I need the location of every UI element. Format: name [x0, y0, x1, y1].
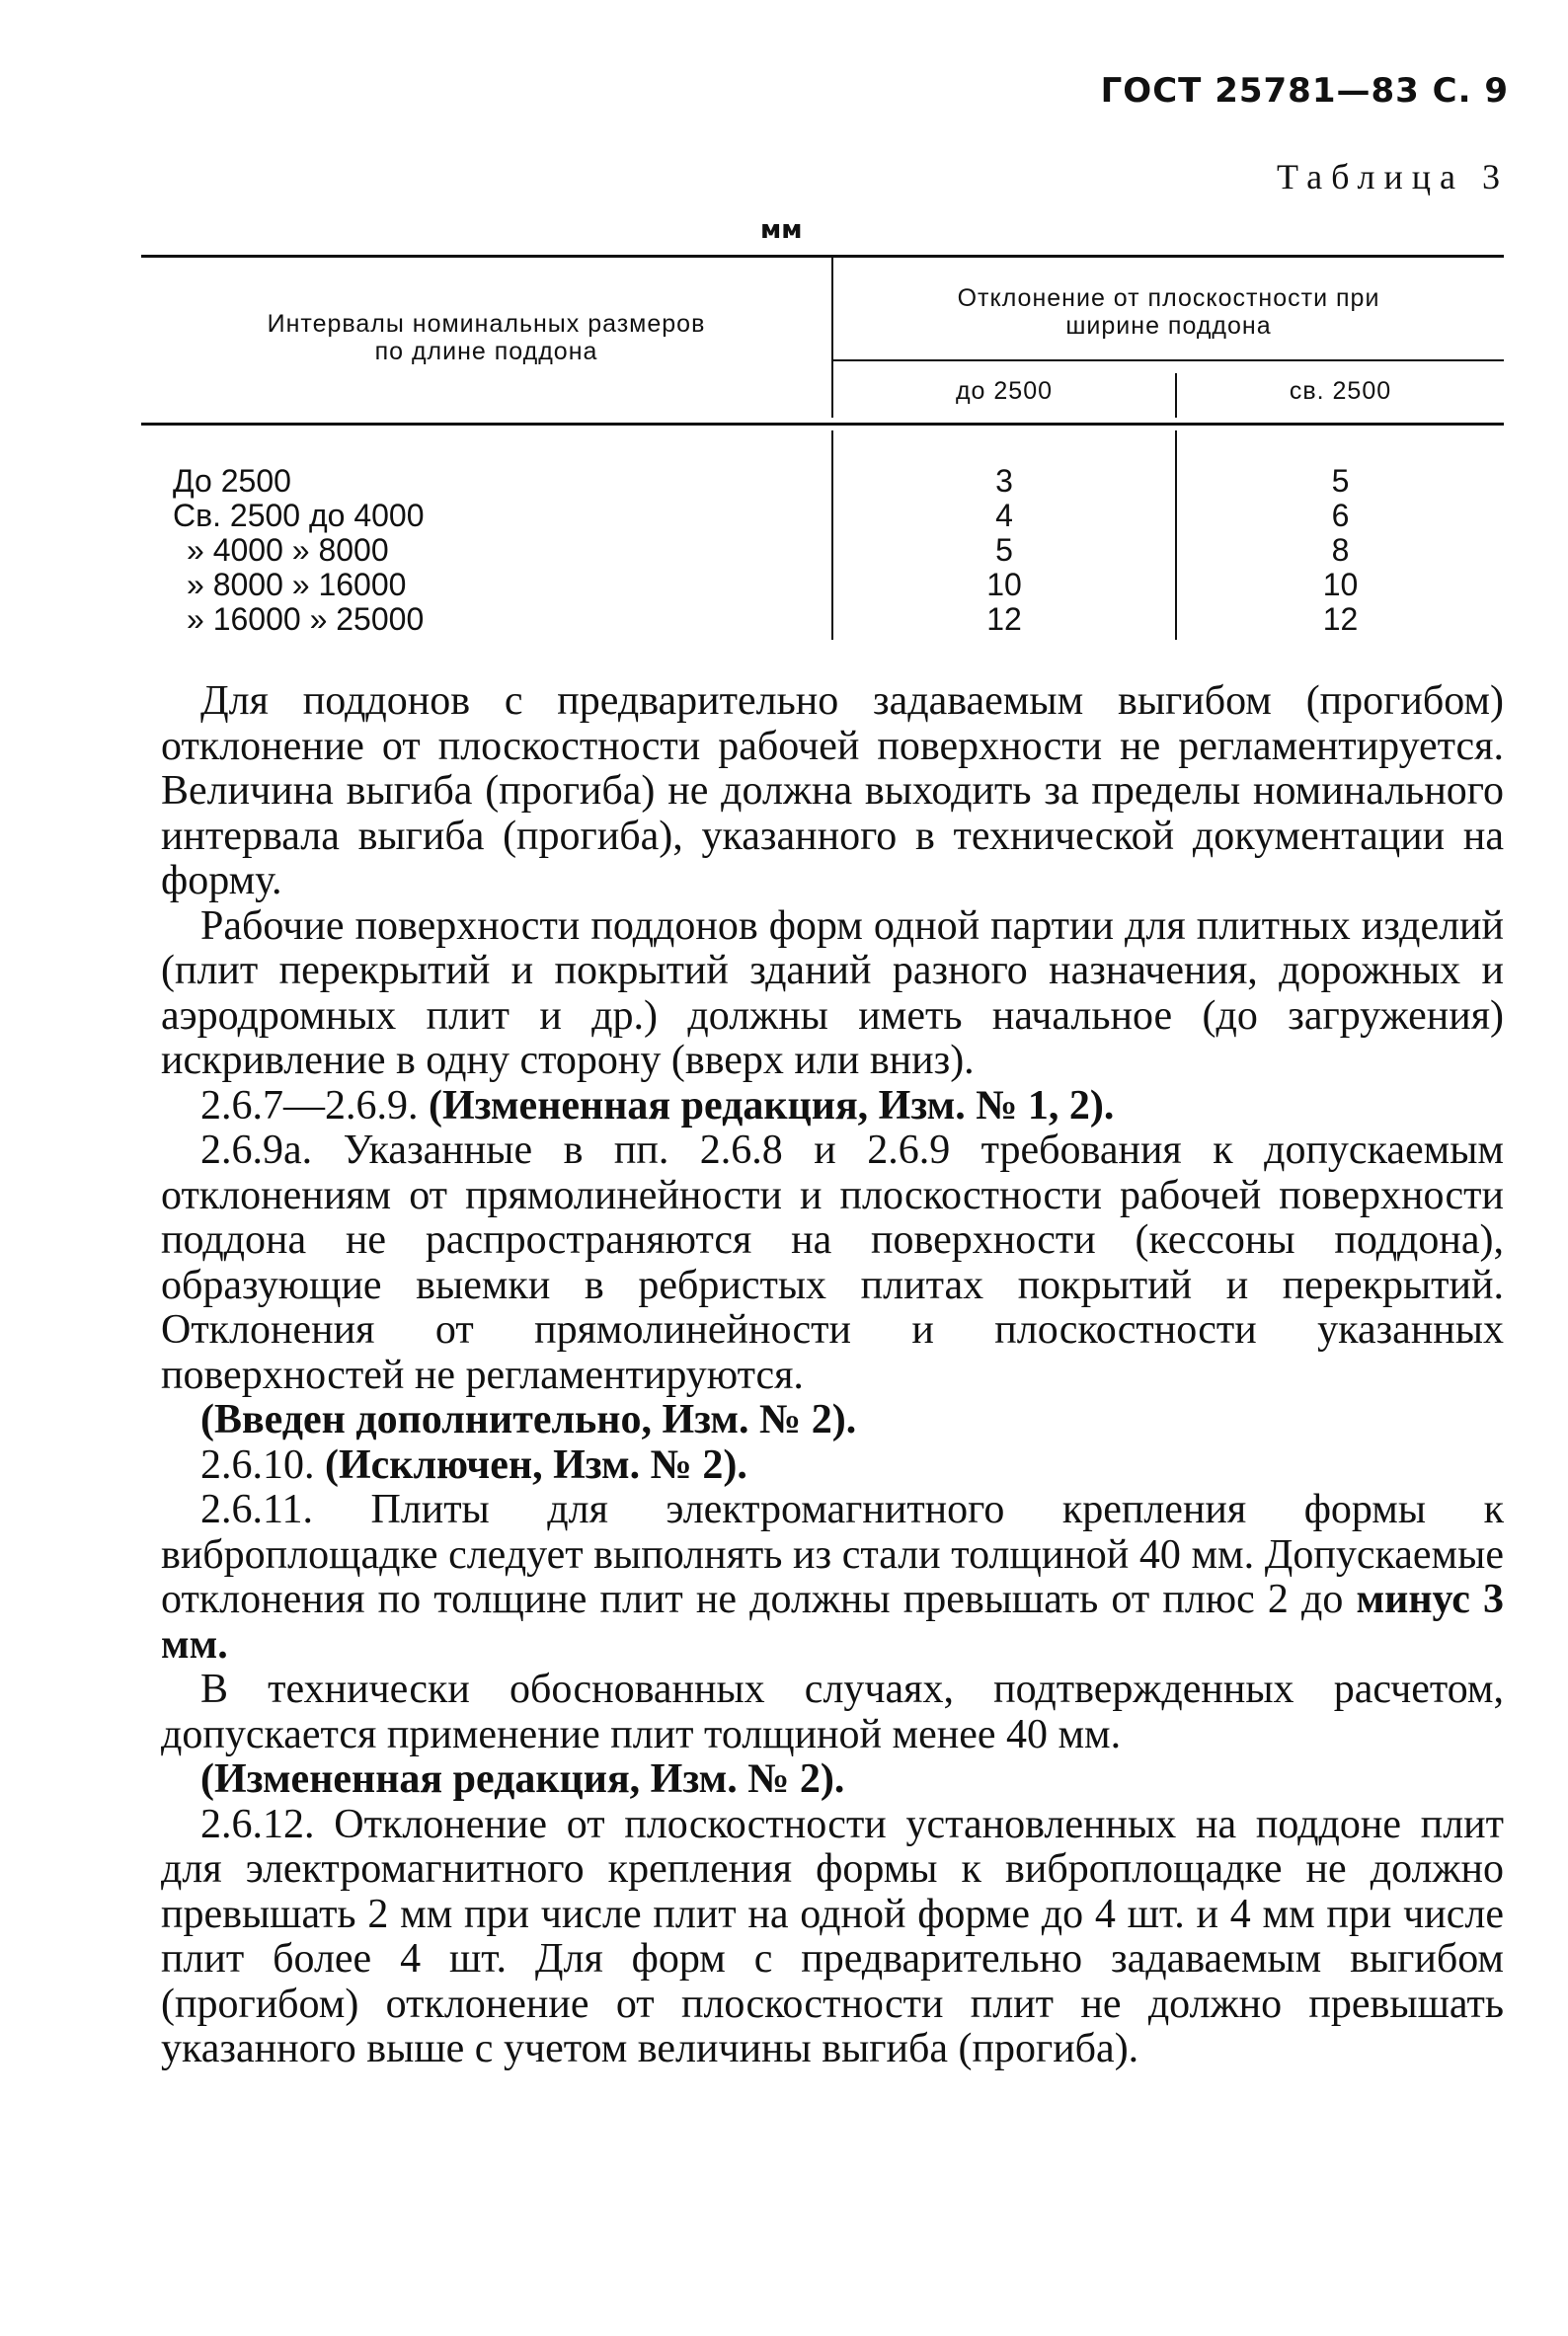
document-body — [161, 679, 1504, 2072]
amendment-note: (Введен дополнительно, Изм. № 2). — [200, 1397, 857, 1442]
table-row-interval: » 8000 » 16000 — [187, 567, 407, 602]
paragraph — [161, 1084, 1504, 1129]
table-cell-value: 12 — [986, 601, 1022, 637]
table-cell-value: 8 — [1331, 532, 1350, 568]
amendment-note: (Измененная редакция, Изм. № 1, 2). — [429, 1082, 1115, 1129]
table-header-bottom-rule — [141, 423, 1504, 426]
paragraph: Рабочие поверхности поддонов форм одной партии для плитных изделий (плит перекрытий и покрытий зданий разного назначения, дорожных и аэродромных плит и др.) должны иметь начальное (до загружения) искривление в одну сторону (вверх или вниз). — [161, 902, 1504, 1083]
paragraph: 2.6.9а. Указанные в пп. 2.6.8 и 2.6.9 требования к допускаемым отклонениям от прямолинейности и плоскостности рабочей поверхности поддона не распространяются на поверхности (кессоны поддона), образующие выемки в ребристых плитах покрытий и перекрытий. Отклонения от прямолинейности и плоскостности указанных поверхностей не регламентируются. — [161, 1128, 1504, 1398]
table-cell-value: 5 — [1331, 463, 1350, 499]
paragraph — [161, 1443, 1504, 1489]
table-row-interval: Св. 2500 до 4000 — [173, 498, 425, 533]
emphasis-text: минус 3 мм. — [161, 1577, 1505, 1668]
table-row-interval: До 2500 — [173, 463, 291, 499]
col-header-intervals: Интервалы номинальных размеров по длине поддона — [267, 310, 706, 365]
sub-header-over-2500: св. 2500 — [1289, 377, 1392, 405]
table-cell-value: 10 — [1322, 567, 1359, 602]
group-header-deviation: Отклонение от плоскостности при ширине поддона — [957, 284, 1380, 340]
amendment-note: (Измененная редакция, Изм. № 2). — [200, 1756, 845, 1802]
table-cell-value: 3 — [995, 463, 1013, 499]
paragraph: Для поддонов с предварительно задаваемым выгибом (прогибом) отклонение от плоскостности рабочей поверхности не регламентируется. Величина выгиба (прогиба) не должна выходить за пределы номинального интервала выгиба (прогиба), указанного в технической документации на форму. — [161, 678, 1504, 903]
clause-number: 2.6.10. — [200, 1441, 315, 1488]
paragraph: 2.6.12. Отклонение от плоскостности установленных на поддоне плит для электромагнитного крепления формы к виброплощадке не должно превышать 2 мм при числе плит на одной форме до 4 шт. и 4 мм при числе плит более 4 шт. Для форм с предварительно задаваемым выгибом (прогибом) отклонение от плоскостности плит не должно превышать указанного выше с учетом величины выгиба (прогиба). — [161, 1801, 1504, 2071]
table-cell-value: 5 — [995, 532, 1013, 568]
table-row-interval: » 4000 » 8000 — [187, 532, 389, 568]
table-cell-value: 4 — [995, 498, 1013, 533]
deviation-table — [141, 255, 1504, 640]
table-caption: Таблица 3 — [1277, 157, 1509, 196]
table-row-interval: » 16000 » 25000 — [187, 601, 425, 637]
paragraph-text: 2.6.11. Плиты для электромагнитного крепления формы к виброплощадке следует выполнять из стали толщиной 40 мм. Допускаемые отклонения по толщине плит не должны превышать от плюс 2 до — [161, 1487, 1504, 1622]
paragraph — [161, 1488, 1504, 1668]
table-cell-value: 12 — [1322, 601, 1359, 637]
table-cell-value: 10 — [986, 567, 1022, 602]
paragraph: В технически обоснованных случаях, подтвержденных расчетом, допускается применение плит толщиной менее 40 мм. — [161, 1667, 1504, 1757]
amendment-note: (Исключен, Изм. № 2). — [325, 1441, 747, 1488]
sub-header-up-to-2500: до 2500 — [955, 377, 1054, 405]
clause-number: 2.6.7—2.6.9. — [200, 1082, 419, 1129]
table-units: мм — [760, 215, 803, 245]
table-subheader-rule — [833, 359, 1504, 361]
table-cell-value: 6 — [1331, 498, 1350, 533]
table-top-rule — [141, 255, 1504, 258]
page-header: ГОСТ 25781—83 С. 9 — [1100, 71, 1509, 111]
